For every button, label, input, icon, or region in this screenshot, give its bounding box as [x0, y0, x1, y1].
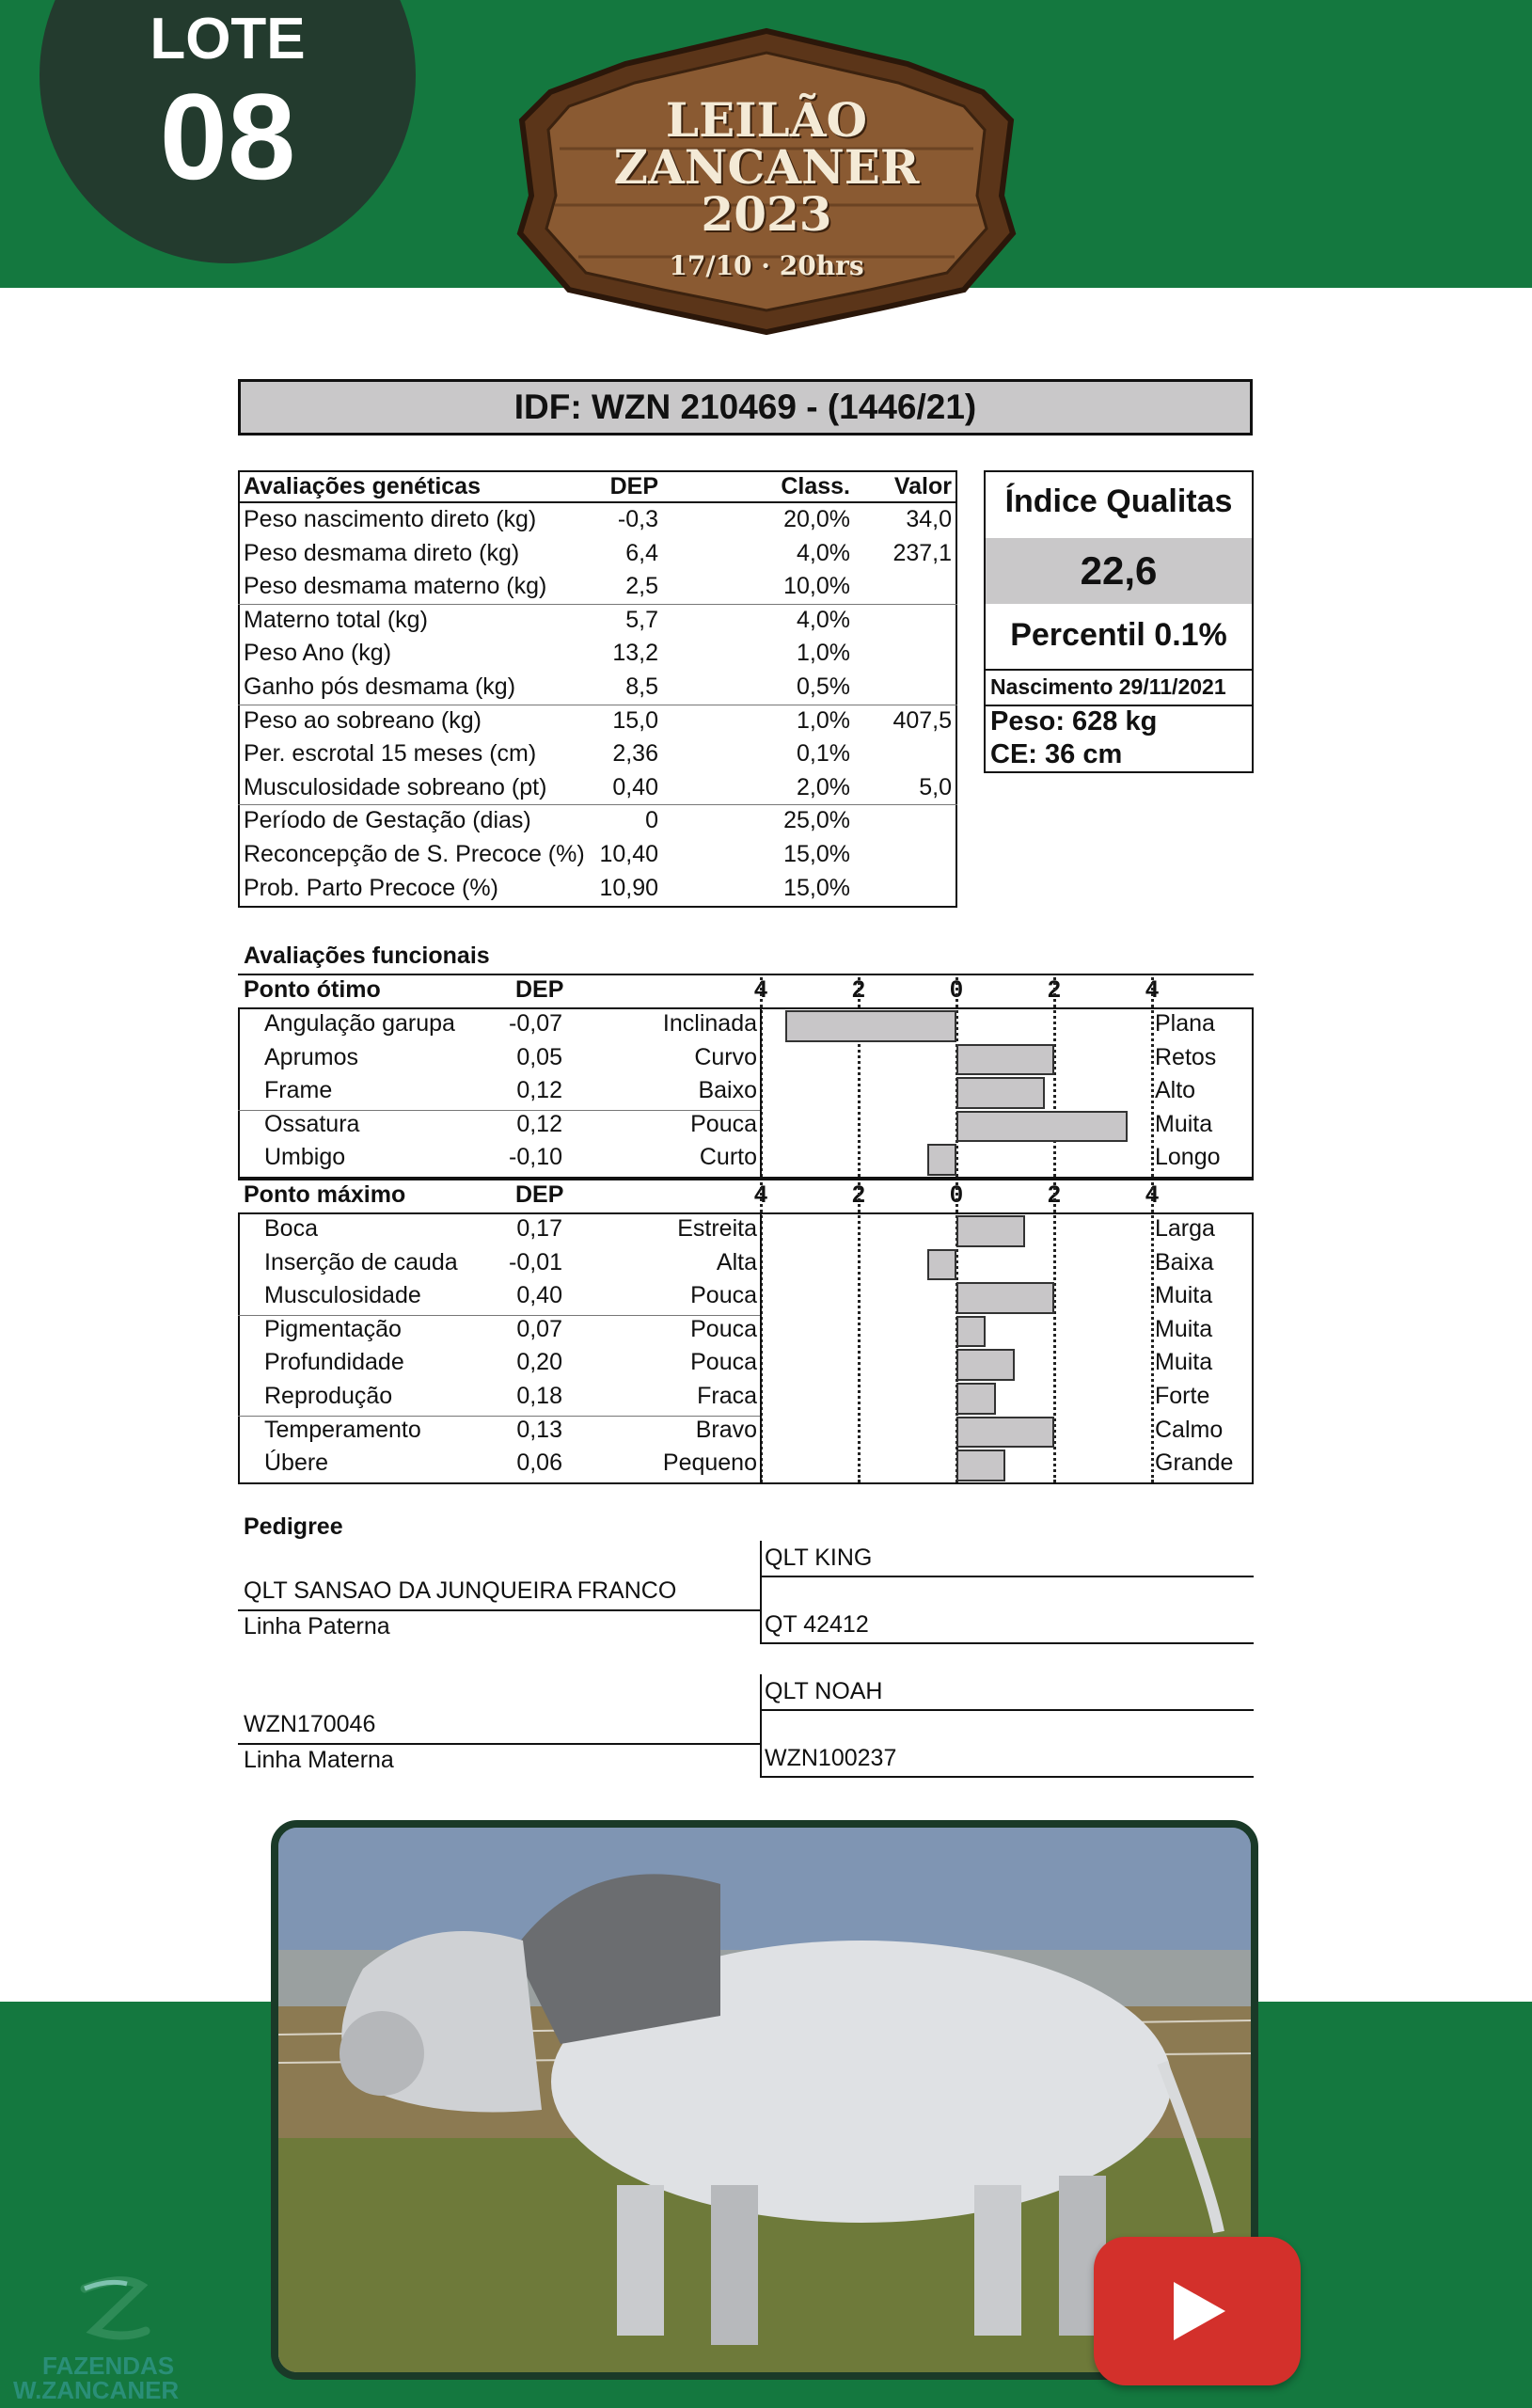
trait-name: Ossatura	[264, 1110, 360, 1137]
axis-tick-label: 2	[1048, 1181, 1061, 1208]
genetic-row-class: 1,0%	[797, 640, 850, 667]
genetic-row-class: 15,0%	[783, 841, 850, 867]
trait-bar	[956, 1111, 1128, 1143]
sire-sire: QLT KING	[765, 1545, 873, 1571]
trait-high-label: Calmo	[1155, 1416, 1224, 1443]
group-label: Ponto ótimo	[244, 976, 381, 1003]
sire-line-label: Linha Paterna	[244, 1613, 390, 1640]
genetic-row-class: 15,0%	[783, 874, 850, 901]
genetic-row-dep: 2,5	[625, 573, 658, 600]
genetic-row-value: 237,1	[892, 539, 952, 566]
trait-dep: -0,07	[509, 1010, 562, 1037]
genetic-row-name: Período de Gestação (dias)	[244, 807, 531, 834]
genetic-row-dep: 2,36	[612, 740, 658, 768]
genetic-row-dep: 10,40	[599, 841, 658, 867]
trait-low-label: Curvo	[694, 1043, 757, 1070]
divider	[760, 1674, 762, 1778]
genetic-row-dep: 13,2	[612, 640, 658, 667]
video-play-button[interactable]	[1094, 2237, 1301, 2385]
trait-name: Reprodução	[264, 1383, 393, 1409]
gridline	[1053, 977, 1056, 1177]
trait-high-label: Retos	[1155, 1043, 1217, 1070]
trait-high-label: Baixa	[1155, 1248, 1214, 1275]
divider	[238, 1609, 761, 1611]
genetic-header-name: Avaliações genéticas	[244, 473, 481, 499]
divider	[238, 1743, 761, 1745]
zancaner-logo	[66, 2274, 160, 2350]
trait-low-label: Pouca	[690, 1315, 757, 1342]
trait-high-label: Muita	[1155, 1110, 1213, 1137]
genetic-row-dep: 8,5	[625, 673, 658, 700]
divider	[238, 604, 957, 605]
genetic-row-dep: 6,4	[625, 539, 658, 566]
trait-name: Pigmentação	[264, 1315, 402, 1342]
trait-low-label: Pouca	[690, 1110, 757, 1137]
trait-low-label: Curto	[699, 1144, 757, 1171]
trait-name: Profundidade	[264, 1349, 404, 1376]
trait-bar	[927, 1249, 956, 1281]
genetic-row-name: Materno total (kg)	[244, 606, 428, 633]
axis-tick-label: 4	[1145, 976, 1159, 1003]
trait-bar	[956, 1077, 1045, 1109]
logo-text-2: W.ZANCANER	[13, 2376, 180, 2404]
trait-low-label: Baixo	[698, 1077, 757, 1104]
dam-name: WZN170046	[244, 1711, 376, 1737]
trait-name: Frame	[264, 1077, 333, 1104]
axis-tick-label: 2	[852, 976, 865, 1003]
trait-low-label: Bravo	[695, 1416, 757, 1443]
trait-dep: 0,40	[516, 1282, 562, 1309]
group-dep-label: DEP	[515, 1181, 564, 1208]
genetic-row-class: 25,0%	[783, 807, 850, 834]
genetic-row-dep: 0	[645, 807, 658, 834]
genetic-header-dep: DEP	[609, 473, 658, 499]
trait-dep: 0,07	[516, 1315, 562, 1342]
sign-line-1: LEILÃO	[665, 92, 868, 148]
axis-tick-label: 4	[754, 1181, 767, 1208]
divider	[760, 1709, 1254, 1711]
sire-name: QLT SANSAO DA JUNQUEIRA FRANCO	[244, 1577, 677, 1604]
scrotal-circumference: CE: 36 cm	[990, 739, 1123, 769]
trait-high-label: Longo	[1155, 1144, 1221, 1171]
logo-text-1: FAZENDAS	[42, 2352, 175, 2380]
genetic-header-class: Class.	[781, 473, 850, 499]
trait-dep: 0,18	[516, 1383, 562, 1409]
genetic-row-class: 4,0%	[797, 539, 850, 566]
sign-date: 17/10 · 20hrs	[669, 250, 864, 281]
genetic-row-dep: 15,0	[612, 706, 658, 734]
genetic-row-value: 5,0	[919, 773, 952, 800]
trait-low-label: Alta	[716, 1248, 757, 1275]
genetic-row-value: 34,0	[906, 506, 952, 532]
trait-high-label: Larga	[1155, 1215, 1215, 1242]
trait-bar	[956, 1417, 1054, 1449]
trait-name: Aprumos	[264, 1043, 359, 1070]
genetic-row-class: 0,5%	[797, 673, 850, 700]
divider	[760, 1642, 1254, 1644]
group-label: Ponto máximo	[244, 1181, 406, 1208]
divider	[238, 501, 957, 503]
genetic-row-dep: 5,7	[625, 606, 658, 633]
trait-dep: 0,17	[516, 1215, 562, 1242]
functional-title: Avaliações funcionais	[244, 943, 490, 969]
lote-number: 08	[159, 68, 296, 205]
axis-tick-label: 4	[754, 976, 767, 1003]
gridline	[1151, 1182, 1154, 1482]
axis-tick-label: 0	[950, 1181, 963, 1208]
trait-dep: 0,12	[516, 1110, 562, 1137]
trait-high-label: Muita	[1155, 1315, 1213, 1342]
trait-high-label: Plana	[1155, 1010, 1215, 1037]
divider	[238, 804, 957, 805]
dam-line-label: Linha Materna	[244, 1747, 394, 1773]
trait-bar	[956, 1044, 1054, 1076]
trait-low-label: Estreita	[677, 1215, 757, 1242]
genetic-row-name: Per. escrotal 15 meses (cm)	[244, 740, 537, 768]
genetic-row-name: Peso desmama direto (kg)	[244, 539, 520, 566]
genetic-header-value: Valor	[893, 473, 952, 499]
genetic-row-class: 4,0%	[797, 606, 850, 633]
genetic-row-class: 2,0%	[797, 773, 850, 800]
gridline	[858, 977, 861, 1177]
trait-name: Umbigo	[264, 1144, 346, 1171]
genetic-row-class: 1,0%	[797, 706, 850, 734]
trait-high-label: Alto	[1155, 1077, 1196, 1104]
trait-dep: 0,06	[516, 1450, 562, 1477]
genetic-row-class: 10,0%	[783, 573, 850, 600]
trait-low-label: Pequeno	[662, 1450, 757, 1477]
trait-dep: 0,05	[516, 1043, 562, 1070]
group-dep-label: DEP	[515, 976, 564, 1003]
sign-line-2: ZANCANER	[613, 139, 920, 195]
axis-tick-label: 4	[1145, 1181, 1159, 1208]
genetic-row-name: Ganho pós desmama (kg)	[244, 673, 516, 700]
lote-label: LOTE	[150, 7, 306, 71]
genetic-row-name: Peso desmama materno (kg)	[244, 573, 547, 600]
genetic-row-dep: 0,40	[612, 773, 658, 800]
axis-tick-label: 2	[852, 1181, 865, 1208]
trait-name: Inserção de cauda	[264, 1248, 458, 1275]
genetic-row-dep: 10,90	[599, 874, 658, 901]
genetic-row-dep: -0,3	[617, 506, 658, 532]
auction-logo	[513, 8, 1020, 337]
trait-dep: -0,10	[509, 1144, 562, 1171]
trait-name: Úbere	[264, 1450, 329, 1477]
qualitas-title: Índice Qualitas	[1004, 483, 1233, 519]
genetic-row-name: Musculosidade sobreano (pt)	[244, 773, 547, 800]
trait-bar	[956, 1282, 1054, 1314]
trait-name: Angulação garupa	[264, 1010, 455, 1037]
trait-high-label: Muita	[1155, 1349, 1213, 1376]
sire-dam: QT 42412	[765, 1611, 869, 1638]
trait-low-label: Pouca	[690, 1282, 757, 1309]
idf-title: IDF: WZN 210469 - (1446/21)	[238, 379, 1253, 436]
divider	[984, 669, 1254, 671]
trait-bar	[956, 1450, 1005, 1481]
trait-low-label: Fraca	[697, 1383, 757, 1409]
play-icon	[1094, 2237, 1301, 2385]
trait-low-label: Inclinada	[662, 1010, 757, 1037]
divider	[760, 1212, 762, 1484]
divider	[760, 1576, 1254, 1577]
trait-bar	[785, 1010, 956, 1042]
genetic-row-name: Peso ao sobreano (kg)	[244, 706, 482, 734]
trait-dep: -0,01	[509, 1248, 562, 1275]
axis-tick-label: 2	[1048, 976, 1061, 1003]
z-logo-icon	[66, 2274, 160, 2350]
divider	[760, 1541, 762, 1644]
trait-high-label: Muita	[1155, 1282, 1213, 1309]
trait-name: Boca	[264, 1215, 318, 1242]
divider	[760, 1007, 762, 1179]
sign-line-3: 2023	[701, 186, 832, 242]
trait-dep: 0,13	[516, 1416, 562, 1443]
genetic-row-name: Peso nascimento direto (kg)	[244, 506, 537, 532]
genetic-row-name: Reconcepção de S. Precoce (%)	[244, 841, 585, 867]
dam-sire: QLT NOAH	[765, 1678, 883, 1704]
trait-high-label: Grande	[1155, 1450, 1234, 1477]
trait-bar	[927, 1144, 956, 1176]
gridline	[1151, 977, 1154, 1177]
genetic-row-name: Prob. Parto Precoce (%)	[244, 874, 498, 901]
axis-tick-label: 0	[950, 976, 963, 1003]
genetic-row-class: 20,0%	[783, 506, 850, 532]
gridline	[858, 1182, 861, 1482]
pedigree-title: Pedigree	[244, 1513, 343, 1540]
qualitas-value: 22,6	[1080, 548, 1158, 593]
dam-dam: WZN100237	[765, 1745, 897, 1771]
trait-name: Musculosidade	[264, 1282, 421, 1309]
qualitas-percentil: Percentil 0.1%	[1010, 617, 1227, 653]
trait-name: Temperamento	[264, 1416, 421, 1443]
trait-bar	[956, 1316, 986, 1348]
genetic-row-name: Peso Ano (kg)	[244, 640, 392, 667]
trait-dep: 0,12	[516, 1077, 562, 1104]
trait-bar	[956, 1349, 1015, 1381]
trait-bar	[956, 1383, 996, 1415]
divider	[760, 1776, 1254, 1778]
trait-high-label: Forte	[1155, 1383, 1210, 1409]
weight: Peso: 628 kg	[990, 706, 1158, 737]
genetic-row-class: 0,1%	[797, 740, 850, 768]
genetic-row-value: 407,5	[892, 706, 952, 734]
birth-date: Nascimento 29/11/2021	[990, 674, 1226, 699]
trait-bar	[956, 1215, 1025, 1247]
trait-low-label: Pouca	[690, 1349, 757, 1376]
divider	[238, 974, 1254, 975]
trait-dep: 0,20	[516, 1349, 562, 1376]
